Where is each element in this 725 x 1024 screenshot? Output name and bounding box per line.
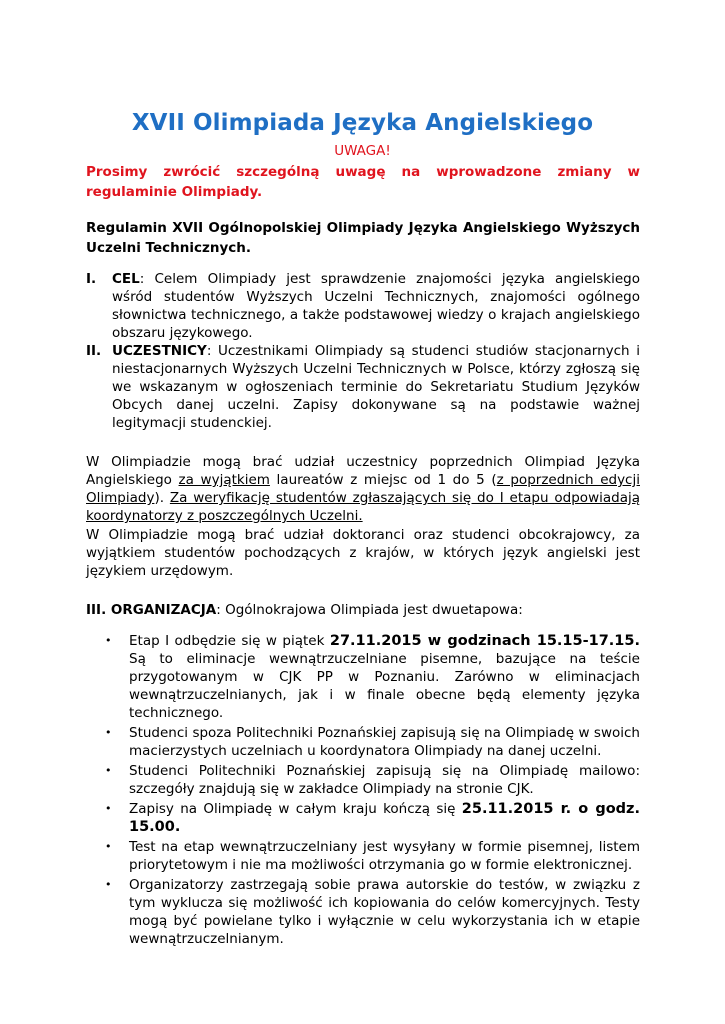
list-item (105, 876, 640, 948)
paragraph-participants (86, 453, 640, 525)
bold-date: 27.11.2015 w godzinach 15.15-17.15. (329, 633, 640, 649)
bullet-icon: • (105, 726, 112, 739)
text-span: Studenci spoza Politechniki Poznańskiej zapisują się na Olimpiadę w swoich macierzystych uczelniach u koordynatora Olimpiady na danej uczelni. (129, 725, 640, 759)
text-span: Organizatorzy zastrzegają sobie prawa autorskie do testów, w związku z tym wyklucza się możliwość ich kopiowania do celów komercyjnych. Testy mogą być powielane tylko i wyłącznie w celu wykorzystania ich w etapie wewnątrzuczelnianym. (129, 877, 640, 947)
list-item (105, 762, 640, 798)
numbered-sections (86, 270, 640, 432)
bullet-icon: • (105, 878, 112, 891)
bold-date: 25.11.2015 r. o godz. 15.00. (129, 801, 640, 835)
text-span: W Olimpiadzie mogą brać udział uczestnicy poprzednich Olimpiad Języka Angielskiego (86, 454, 640, 488)
underlined-text: Za weryfikację studentów zgłaszających się do I etapu odpowiadają koordynatorzy z poszczególnych Uczelni. (86, 490, 640, 524)
list-item (105, 724, 640, 760)
paragraph-doctoral: W Olimpiadzie mogą brać udział doktoranci oraz studenci obcokrajowcy, za wyjątkiem studentów pochodzących z krajów, w których język angielski jest językiem urzędowym. (86, 527, 640, 579)
text-span: Zapisy na Olimpiadę w całym kraju kończą się (129, 801, 462, 817)
section-cel (86, 270, 640, 342)
list-item (105, 632, 640, 722)
organizacja-heading (86, 600, 640, 620)
text-span: Są to eliminacje wewnątrzuczelniane pisemne, bazujące na teście przygotowanym w CJK PP w Poznaniu. Zarówno w eliminacjach wewnątrzuczelnianych, jak i w finale obecne będą elementy języka technicznego. (129, 651, 640, 721)
text-span: Test na etap wewnątrzuczelniany jest wysyłany w formie pisemnej, listem priorytetowym i nie ma możliwości otrzymania go w formie elektronicznej. (129, 839, 640, 873)
notice-text: Prosimy zwrócić szczególną uwagę na wprowadzone zmiany w regulaminie Olimpiady. (86, 164, 640, 200)
document-title: XVII Olimpiada Języka Angielskiego (131, 110, 594, 136)
section-text: : Uczestnikami Olimpiady są studenci studiów stacjonarnych i niestacjonarnych Wyższych Uczelni Technicznych w Polsce, którzy zgłoszą się we wskazanym w ogłoszeniach terminie do Sekretariatu Studium Języków Obcych danej uczelni. Zapisy dokonywane są na podstawie ważnej legitymacji studenckiej. (112, 343, 640, 431)
bullet-icon: • (105, 802, 112, 815)
section-text: : Ogólnokrajowa Olimpiada jest dwuetapowa: (216, 602, 523, 618)
section-uczestnicy (86, 342, 640, 432)
text-span: ). (154, 490, 170, 506)
section-label: III. ORGANIZACJA (86, 602, 217, 618)
bullet-icon: • (105, 634, 112, 647)
text-span: Studenci Politechniki Poznańskiej zapisują się na Olimpiadę mailowo: szczegóły znajdują się w zakładce Olimpiady na stronie CJK. (129, 763, 640, 797)
section-number: I. (86, 271, 97, 287)
underlined-text: z poprzednich edycji Olimpiady (86, 472, 640, 506)
list-item (105, 838, 640, 874)
text-span: laureatów z miejsc od 1 do 5 ( (269, 472, 497, 488)
section-label: CEL (112, 271, 140, 287)
warning-label: UWAGA! (334, 143, 391, 159)
organizacja-bullet-list (105, 632, 640, 950)
section-text: : Celem Olimpiady jest sprawdzenie znajomości języka angielskiego wśród studentów Wyższych Uczelni Technicznych, znajomości ogólnego słownictwa technicznego, a także podstawowej wiedzy o krajach angielskiego obszaru językowego. (112, 271, 640, 341)
bullet-icon: • (105, 764, 112, 777)
section-label: UCZESTNICY (112, 343, 207, 359)
section-number: II. (86, 343, 102, 359)
list-item (105, 800, 640, 836)
underlined-text: za wyjątkiem (178, 472, 270, 488)
bullet-icon: • (105, 840, 112, 853)
regulation-heading: Regulamin XVII Ogólnopolskiej Olimpiady Języka Angielskiego Wyższych Uczelni Technicznych. (86, 220, 640, 256)
text-span: Etap I odbędzie się w piątek (129, 633, 330, 649)
